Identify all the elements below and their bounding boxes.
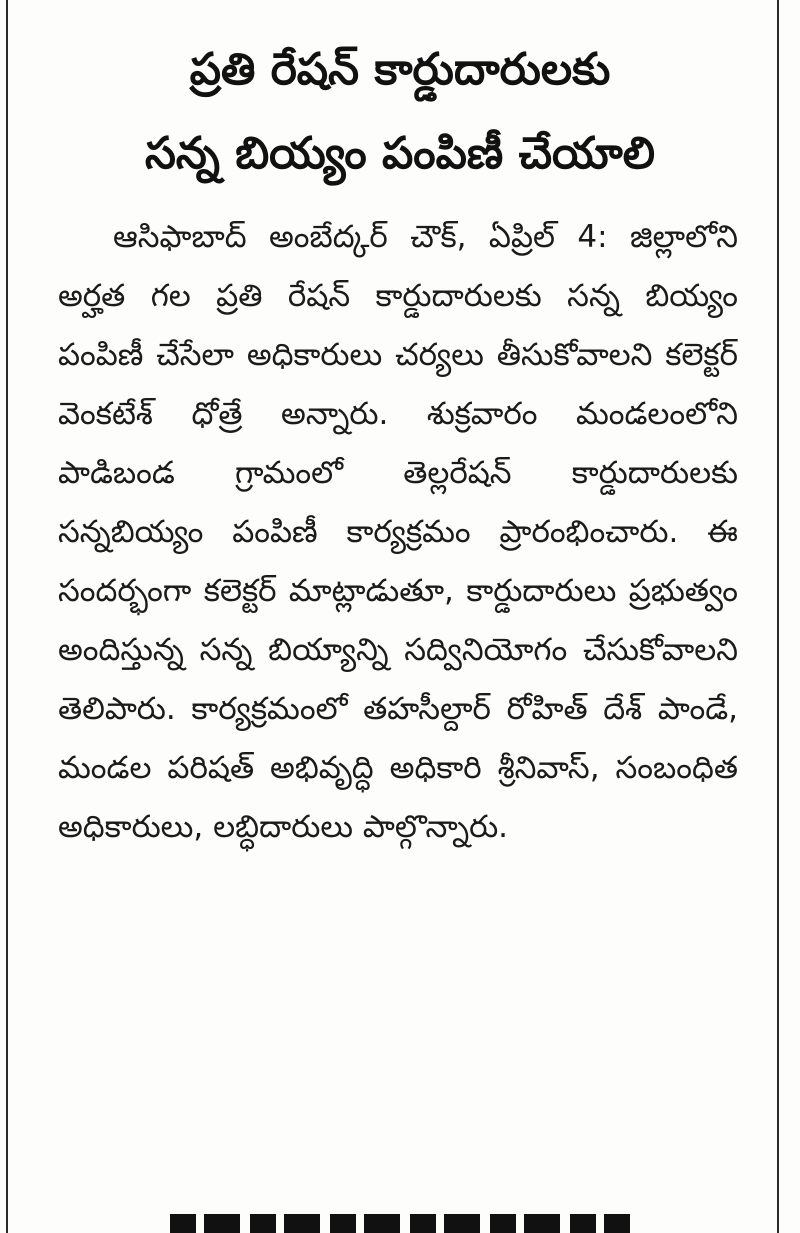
previous-article-cutoff: [80, 0, 680, 12]
article-body: ఆసిఫాబాద్ అంబేద్కర్ చౌక్, ఏప్రిల్ 4: జిల్లాలోని అర్హత గల ప్రతి రేషన్ కార్డుదారులకు సన్న బియ్యం పంపిణీ చేసేలా అధికారులు చర్యలు తీసుకోవాలని కలెక్టర్ వెంకటేశ్ ధోత్రే అన్నారు. శుక్రవారం మండలంలోని పాడిబండ గ్రామంలో తెల్లరేషన్ కార్డుదారులకు సన్నబియ్యం పంపిణీ కార్యక్రమం ప్రారంభించారు. ఈ సందర్భంగా కలెక్టర్ మాట్లాడుతూ, కార్డుదారులు ప్రభుత్వం అందిస్తున్న సన్న బియ్యాన్ని సద్వినియోగం చేసుకోవాలని తెలిపారు. కార్యక్రమంలో తహసీల్దార్ రోహిత్ దేశ్ పాండే, మండల పరిషత్ అభివృద్ధి అధికారి శ్రీనివాస్, సంబంధిత అధికారులు, లబ్ధిదారులు పాల్గొన్నారు.: [58, 219, 738, 845]
headline-line-1: ప్రతి రేషన్ కార్డుదారులకు: [189, 44, 611, 95]
column-rule-right: [777, 0, 779, 1233]
next-article-headline-cutoff: [170, 1198, 630, 1233]
column-rule-left: [6, 0, 8, 1233]
headline-line-2: సన్న బియ్యం పంపిణీ చేయాలి: [145, 128, 655, 179]
